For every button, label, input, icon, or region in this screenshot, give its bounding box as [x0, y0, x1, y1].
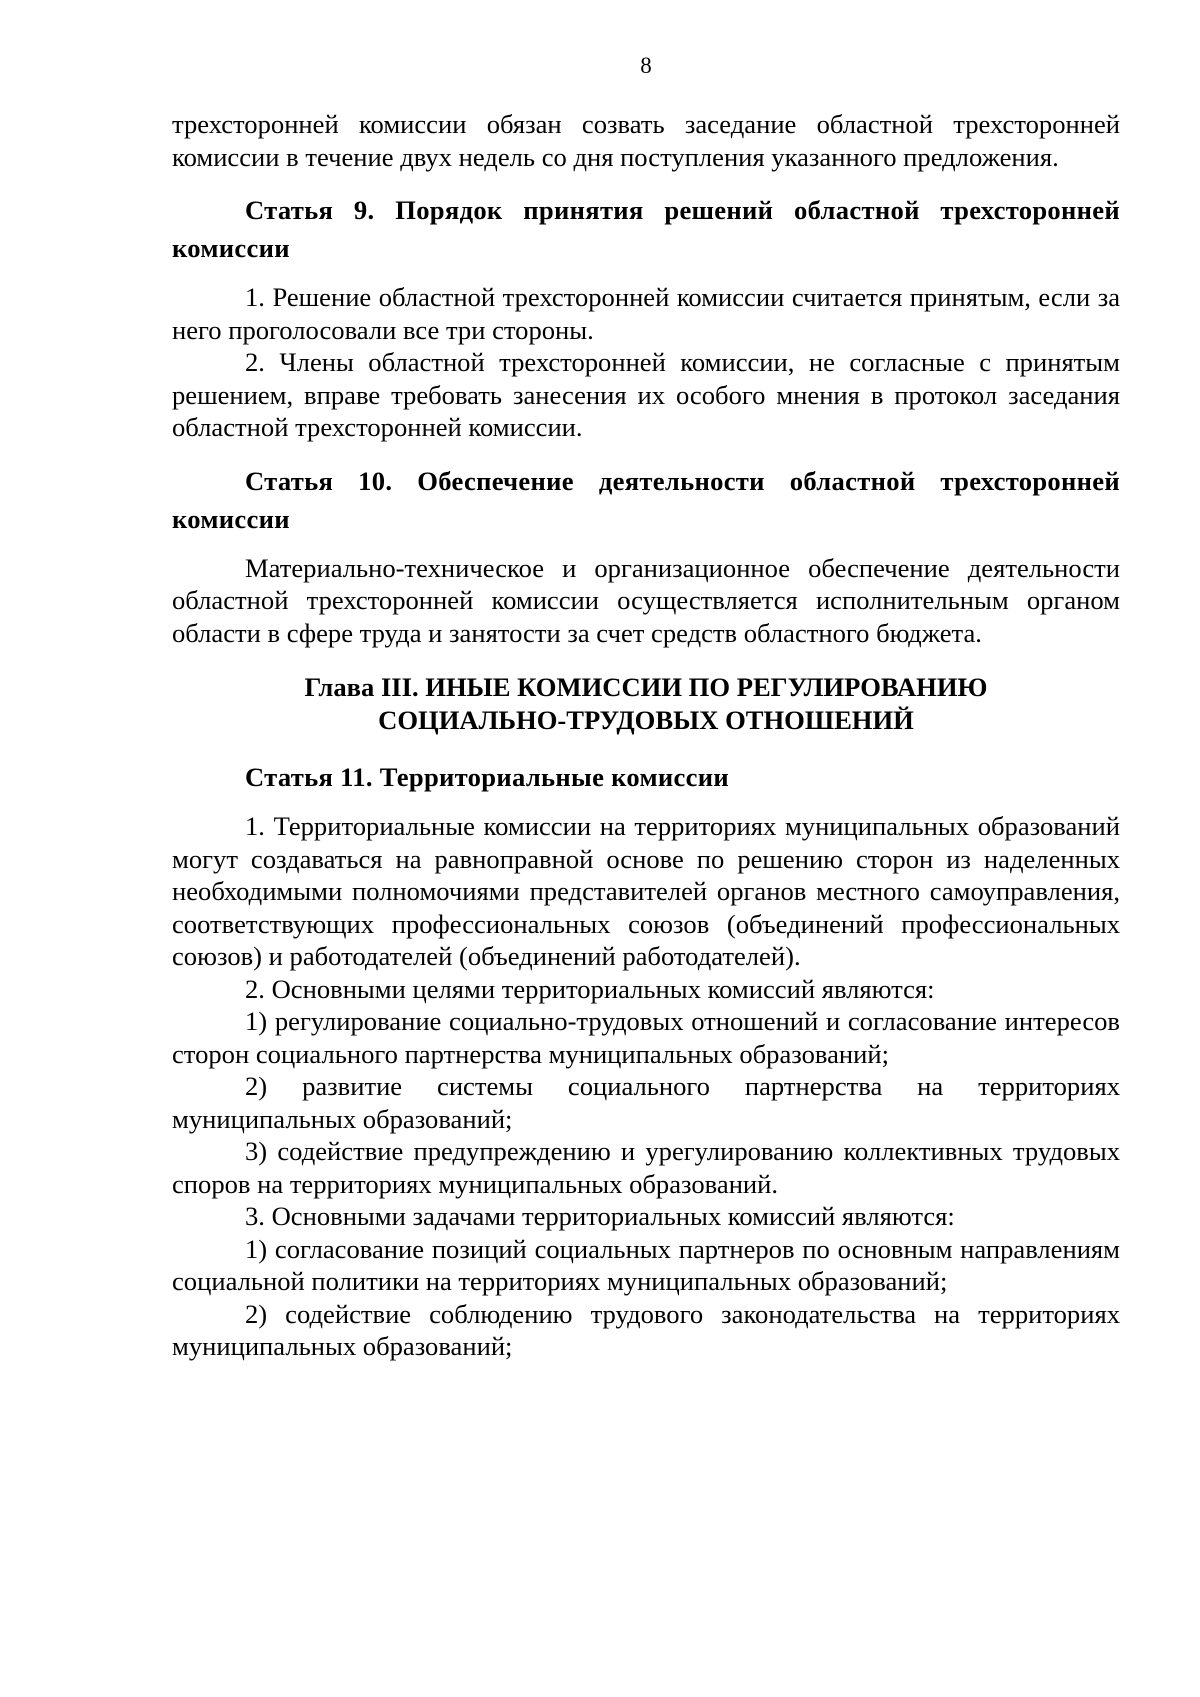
article-11-paragraph-3: 3. Основными задачами территориальных комиссий являются: [245, 1201, 955, 1231]
article-10-heading: Статья 10. Обеспечение деятельности областной трехсторонней комиссии [172, 465, 1120, 534]
article-11-paragraph-2: 2. Основными целями территориальных комиссий являются: [245, 973, 935, 1004]
article-9-paragraph-1: 1. Решение областной трехсторонней комиссии считается принятым, если за него проголосовали все три стороны. [172, 282, 1120, 345]
article-11-heading: Статья 11. Территориальные комиссии [245, 762, 729, 792]
chapter-3-heading-line-2: СОЦИАЛЬНО-ТРУДОВЫХ ОТНОШЕНИЙ [378, 704, 914, 735]
article-11-paragraph-1: 1. Территориальные комиссии на территориях муниципальных образований могут создаваться на равноправной основе по решению сторон из наделенных необходимыми полномочиями представителей органов местного самоуправления, соответствующих профессиональных союзов (объединений профессиональных союзов) и работодателей (объединений работодателей). [172, 811, 1120, 971]
article-9-paragraph-2: 2. Члены областной трехсторонней комиссии, не согласные с принятым решением, вправе требовать занесения их особого мнения в протокол заседания областной трехсторонней комиссии. [172, 347, 1120, 442]
page-number: 8 [640, 53, 652, 78]
article-11-goal-1: 1) регулирование социально-трудовых отношений и согласование интересов сторон социального партнерства муниципальных образований; [172, 1006, 1120, 1069]
chapter-3-heading [172, 671, 1120, 736]
chapter-3-heading-line-1: Глава III. ИНЫЕ КОМИССИИ ПО РЕГУЛИРОВАНИЮ [304, 672, 988, 702]
paragraph-continuation: трехсторонней комиссии обязан созвать заседание областной трехсторонней комиссии в течение двух недель со дня поступления указанного предложения. [172, 109, 1120, 172]
article-9-heading: Статья 9. Порядок принятия решений областной трехсторонней комиссии [172, 195, 1120, 263]
document-body [172, 108, 1120, 1363]
article-11-task-1: 1) согласование позиций социальных партнеров по основным направлениям социальной политики на территориях муниципальных образований; [172, 1233, 1120, 1296]
article-11-goal-2: 2) развитие системы социального партнерства на территориях муниципальных образований; [172, 1071, 1120, 1134]
article-11-goal-3: 3) содействие предупреждению и урегулированию коллективных трудовых споров на территориях муниципальных образований. [172, 1136, 1120, 1199]
article-11-task-2: 2) содействие соблюдению трудового законодательства на территориях муниципальных образований; [172, 1298, 1120, 1361]
article-10-paragraph: Материально-техническое и организационное обеспечение деятельности областной трехсторонней комиссии осуществляется исполнительным органом области в сфере труда и занятости за счет средств областного бюджета. [172, 552, 1120, 648]
